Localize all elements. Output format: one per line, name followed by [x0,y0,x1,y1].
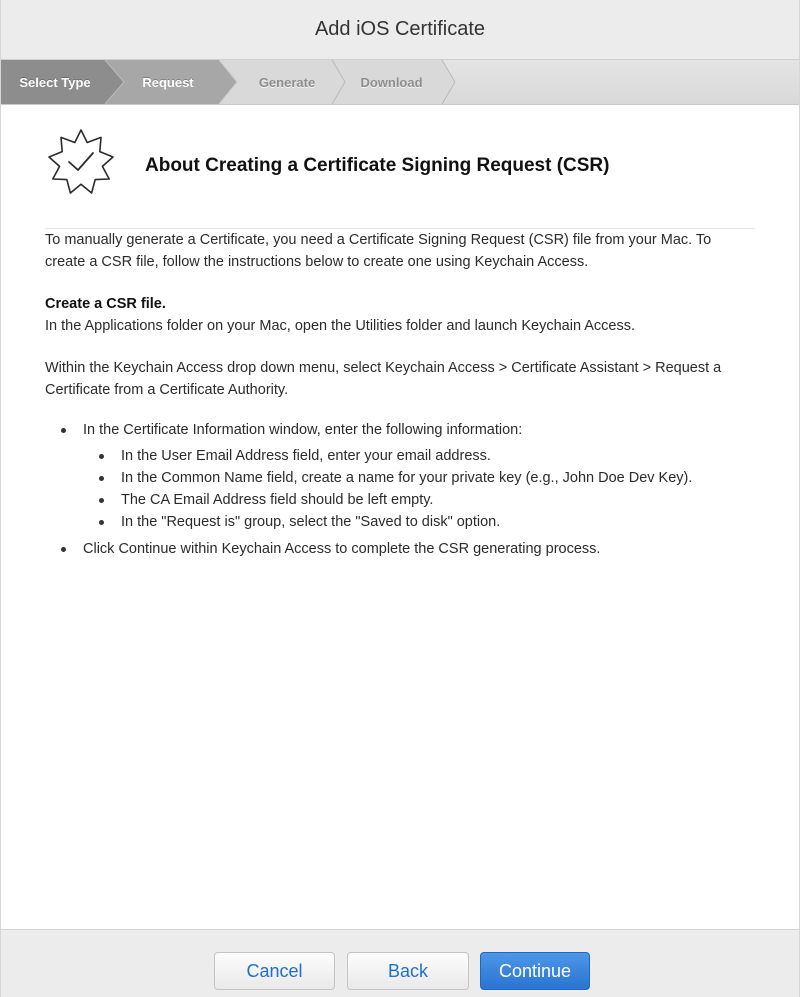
certificate-badge-icon [47,127,115,195]
cancel-button[interactable]: Cancel [214,952,335,990]
step-generate-label: Generate [258,74,316,90]
list-item-text: Click Continue within Keychain Access to complete the CSR generating process. [83,541,601,557]
step-download-label: Download [360,74,423,90]
back-button[interactable]: Back [347,952,469,990]
csr-heading: Create a CSR file. [45,296,166,312]
sub-list-item: In the Common Name field, create a name for your private key (e.g., John Doe Dev Key). [121,467,755,489]
instructions [45,229,755,560]
instruction-list [45,419,755,560]
csr-paragraph-2: Within the Keychain Access drop down menu, select Keychain Access > Certificate Assistant > Request a Certificate from a Certificate Authority. [45,360,722,398]
page-title: About Creating a Certificate Signing Request (CSR) [145,155,610,176]
sub-list-item: In the "Request is" group, select the "Saved to disk" option. [121,511,755,533]
step-download [329,60,457,104]
step-progress-bar [1,60,799,105]
csr-paragraph-1: In the Applications folder on your Mac, open the Utilities folder and launch Keychain Access. [45,318,636,334]
step-select-type-label: Select Type [19,74,91,90]
list-item-text: In the Certificate Information window, enter the following information: [83,422,523,438]
sub-list-item: In the User Email Address field, enter your email address. [121,445,755,467]
footer-bar [1,929,799,997]
step-request-label: Request [142,74,194,90]
list-item [83,538,755,560]
window-title: Add iOS Certificate [1,0,799,60]
intro-paragraph: To manually generate a Certificate, you need a Certificate Signing Request (CSR) file from your Mac. To create a CSR file, follow the instructions below to create one using Keychain Access. [45,232,712,270]
list-item [83,419,755,533]
hero-section [45,105,755,229]
step-select-type [1,60,127,104]
continue-button[interactable]: Continue [480,952,590,990]
main-content [1,105,799,560]
sub-list-item: The CA Email Address field should be left empty. [121,489,755,511]
sub-instruction-list [83,445,755,533]
